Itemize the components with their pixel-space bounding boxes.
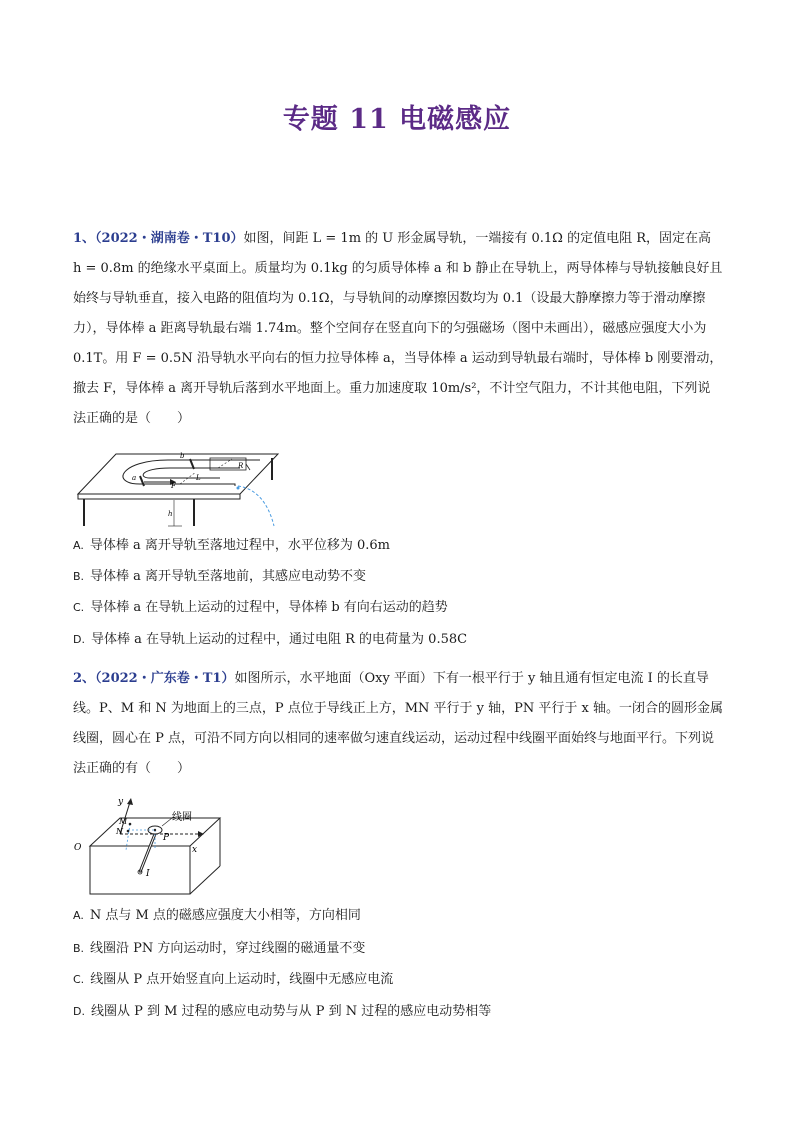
fig2-label-P: P xyxy=(163,833,170,843)
q1-option-c[interactable]: C. 导体棒 a 在导轨上运动的过程中，导体棒 b 有向右运动的趋势 xyxy=(73,600,448,615)
question-1-source: 1、（2022・湖南卷・T10） xyxy=(73,231,244,246)
page-title: 专题 11 电磁感应 xyxy=(282,104,512,135)
fig2-label-N: N xyxy=(116,827,123,836)
figure-2-wire-diagram xyxy=(70,794,230,898)
fig1-label-b: b xyxy=(180,452,185,460)
fig1-label-a: a xyxy=(132,474,137,482)
fig1-label-F: F xyxy=(171,482,176,490)
fig1-label-L: L xyxy=(196,474,201,482)
figure-1-rail-diagram xyxy=(70,446,280,528)
q2-option-a[interactable]: A. N 点与 M 点的磁感应强度大小相等，方向相同 xyxy=(73,908,361,923)
q1-option-a[interactable]: A. 导体棒 a 离开导轨至落地过程中，水平位移为 0.6m xyxy=(73,538,390,553)
question-2-text: 如图所示，水平地面（Oxy 平面）下有一根平行于 y 轴且通有恒定电流 I 的长直导线。P、M 和 N 为地面上的三点，P 点位于导线正上方，MN 平行于 y 轴，PN 平行于 x 轴。一闭合的圆形金属线圈，圆心在 P 点，可沿不同方向以相同的速率做匀速直线运动，运动过程中线圈平面始终与地面平行。下列说法正确的有（ ） xyxy=(73,671,723,776)
q2-option-d[interactable]: D. 线圈从 P 到 M 过程的感应电动势与从 P 到 N 过程的感应电动势相等 xyxy=(73,1004,492,1019)
fig2-label-I: I xyxy=(146,869,150,879)
fig1-label-h: h xyxy=(168,510,173,518)
fig2-label-O: O xyxy=(74,843,82,853)
fig2-label-x: x xyxy=(192,845,198,855)
fig2-label-M: M xyxy=(119,817,128,826)
q1-option-d[interactable]: D. 导体棒 a 在导轨上运动的过程中，通过电阻 R 的电荷量为 0.58C xyxy=(73,632,468,647)
question-1-text: 如图，间距 L = 1m 的 U 形金属导轨，一端接有 0.1Ω 的定值电阻 R，固定在高 h = 0.8m 的绝缘水平桌面上。质量均为 0.1kg 的匀质导体棒 a 和 b 静止在导轨上，两导体棒与导轨接触良好且始终与导轨垂直，接入电路的阻值均为 0.1Ω，与导轨间的动摩擦因数均为 0.1（设最大静摩擦力等于滑动摩擦力），导体棒 a 距离导轨最右端 1.74m。整个空间存在竖直向下的匀强磁场（图中未画出），磁感应强度大小为 0.1T。用 F = 0.5N 沿导轨水平向右的恒力拉导体棒 a，当导体棒 a 运动到导轨最右端时，导体棒 b 刚要滑动，撤去 F，导体棒 a 离开导轨后落到水平地面上。重力加速度取 10m/s²，不计空气阻力，不计其他电阻，下列说法正确的是（ ） xyxy=(73,231,723,426)
q1-option-b[interactable]: B. 导体棒 a 离开导轨至落地前，其感应电动势不变 xyxy=(73,569,367,584)
question-1 xyxy=(73,224,723,434)
fig2-label-coil: 线圈 xyxy=(172,812,192,823)
q2-option-c[interactable]: C. 线圈从 P 点开始竖直向上运动时，线圈中无感应电流 xyxy=(73,972,394,987)
question-2 xyxy=(73,664,723,784)
fig1-label-R: R xyxy=(238,462,244,470)
fig2-label-y: y xyxy=(118,797,124,807)
question-2-source: 2、（2022・广东卷・T1） xyxy=(73,671,235,686)
q2-option-b[interactable]: B. 线圈沿 PN 方向运动时，穿过线圈的磁通量不变 xyxy=(73,941,366,956)
